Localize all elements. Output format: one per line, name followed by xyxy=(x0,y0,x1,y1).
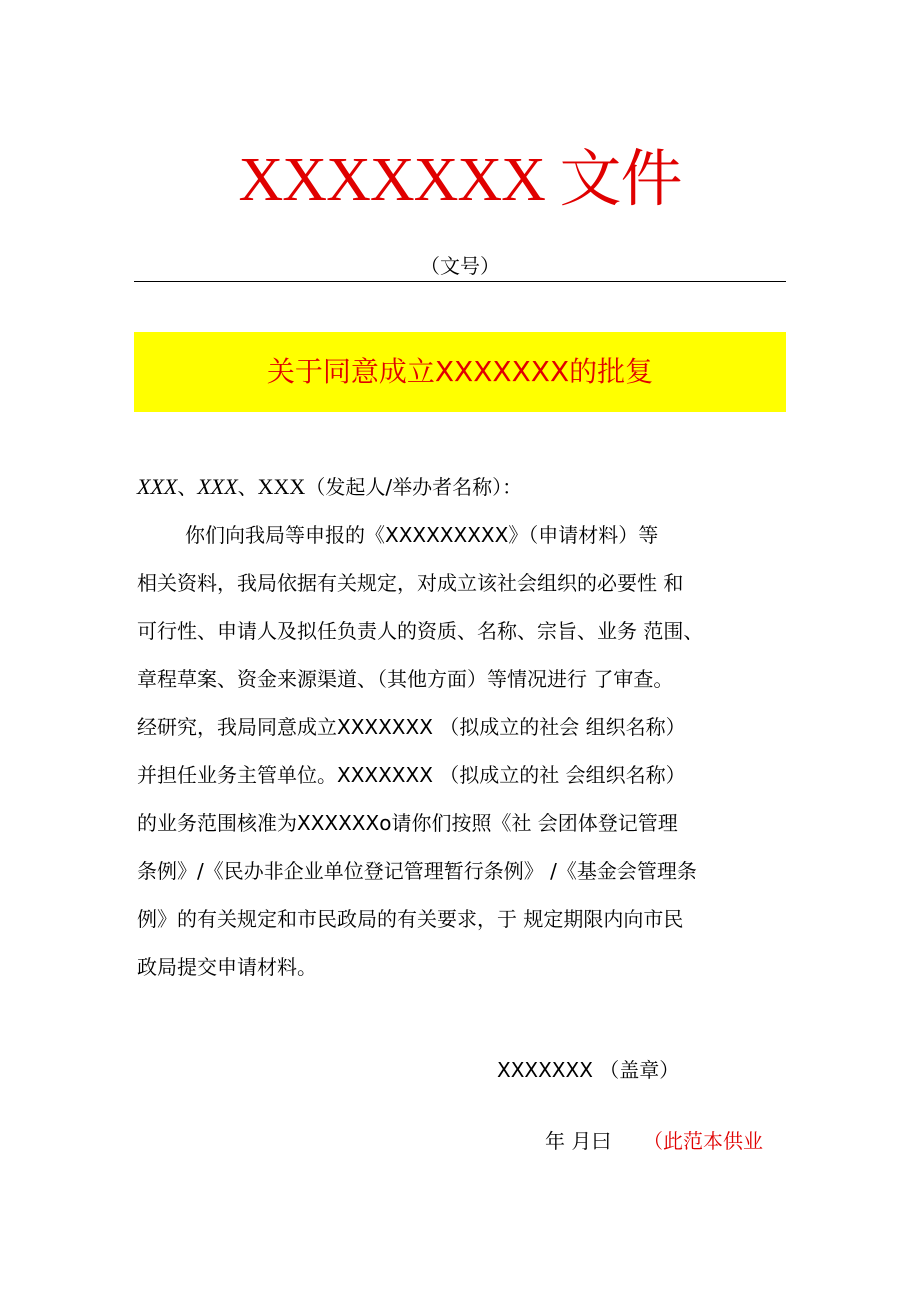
signature-date: 年 月曰 xyxy=(545,1129,612,1153)
recipient-separator-2: 、 xyxy=(237,475,258,499)
body-line-10: 政局提交申请材料。 xyxy=(137,955,317,979)
recipient-line xyxy=(137,472,522,502)
body-line-8: 条例》/《民办非企业单位登记管理暂行条例》 /《基金会管理条 xyxy=(137,859,697,883)
recipient-name-2: XXX xyxy=(197,474,238,499)
body-line-4: 章程草案、资金来源渠道、（其他方面）等情况进行 了审查。 xyxy=(137,667,674,691)
recipient-note: （发起人/举办者名称）： xyxy=(305,475,523,499)
body-line-1: 你们向我局等申报的《XXXXXXXXX》（申请材料）等 xyxy=(185,523,659,547)
body-line-7: 的业务范围核准为XXXXXXo请你们按照《社 会团体登记管理 xyxy=(137,811,678,835)
subject-title: 关于同意成立XXXXXXX的批复 xyxy=(266,355,654,388)
body-line-9: 例》的有关规定和市民政局的有关要求，于 规定期限内向市民 xyxy=(137,907,684,931)
recipient-name-3: XXX xyxy=(257,474,306,499)
signature-organization-seal: XXXXXXX （盖章） xyxy=(497,1058,680,1082)
header-divider xyxy=(134,281,786,282)
document-number: （文号） xyxy=(420,254,500,278)
body-line-2: 相关资料，我局依据有关规定，对成立该社会组织的必要性 和 xyxy=(137,571,684,595)
recipient-name-1: XXX xyxy=(137,474,178,499)
document-header-title: XXXXXXX 文件 xyxy=(238,146,682,214)
template-note: （此范本供业 xyxy=(643,1129,763,1153)
body-line-5: 经研究，我局同意成立XXXXXXX （拟成立的社会 组织名称） xyxy=(137,715,686,739)
recipient-separator-1: 、 xyxy=(177,475,198,499)
body-line-6: 并担任业务主管单位。XXXXXXX （拟成立的社 会组织名称） xyxy=(137,763,686,787)
subject-title-band xyxy=(134,332,786,412)
body-line-3: 可行性、申请人及拟任负责人的资质、名称、宗旨、业务 范围、 xyxy=(137,619,704,643)
